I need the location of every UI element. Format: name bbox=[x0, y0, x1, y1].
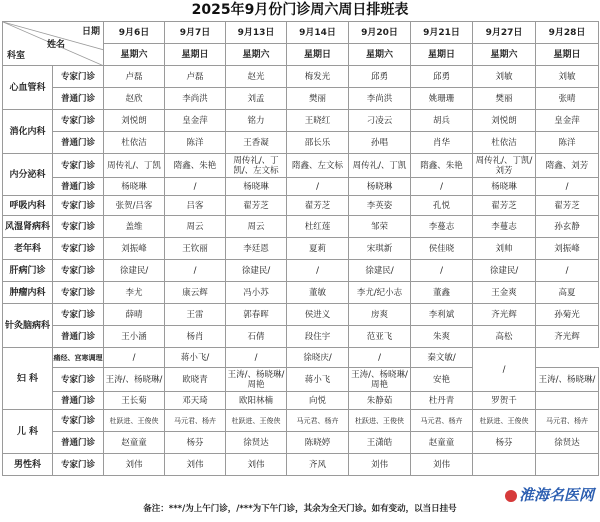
doctor-cell: 康云辉 bbox=[165, 282, 226, 304]
doctor-cell: 徐晓庆/ bbox=[287, 348, 349, 368]
doctor-cell: 张贺/吕客 bbox=[104, 196, 165, 216]
dept-cell: 消化内科 bbox=[3, 110, 53, 154]
doctor-cell: 邹荣 bbox=[349, 216, 411, 238]
doctor-cell: 李英姿 bbox=[349, 196, 411, 216]
dept-cell: 男性科 bbox=[3, 454, 53, 476]
doctor-cell: 周传礼/、丁凯 bbox=[349, 154, 411, 178]
dept-cell: 针灸脑病科 bbox=[3, 304, 53, 348]
dept-cell: 肝病门诊 bbox=[3, 260, 53, 282]
date-header: 9月14日 bbox=[287, 22, 349, 44]
doctor-cell: / bbox=[165, 260, 226, 282]
doctor-cell: 赵童童 bbox=[104, 432, 165, 454]
date-header: 9月27日 bbox=[473, 22, 536, 44]
footer-note: 备注：***/为上午门诊，/***为下午门诊，其余为全天门诊。如有变动，以当日挂号 bbox=[143, 504, 457, 514]
dept-cell: 风湿肾病科 bbox=[3, 216, 53, 238]
doctor-cell: 卢磊 bbox=[165, 66, 226, 88]
doctor-cell: 杜跃进、王俊侠 bbox=[104, 410, 165, 432]
doctor-cell: / bbox=[473, 348, 536, 392]
doctor-cell: 房爽 bbox=[349, 304, 411, 326]
doctor-cell: 齐风 bbox=[287, 454, 349, 476]
doctor-cell: 邱勇 bbox=[349, 66, 411, 88]
corner-date-label: 日期 bbox=[81, 27, 100, 37]
doctor-cell bbox=[536, 454, 599, 476]
table-row bbox=[3, 432, 599, 454]
doctor-cell: 皇金萍 bbox=[165, 110, 226, 132]
doctor-cell: 刘伟 bbox=[226, 454, 287, 476]
doctor-cell: 铭力 bbox=[226, 110, 287, 132]
corner-name-label: 姓名 bbox=[47, 40, 66, 50]
doctor-cell: 安艳 bbox=[411, 368, 473, 392]
clinic-type: 专家门诊 bbox=[53, 304, 104, 326]
clinic-type: 普通门诊 bbox=[53, 432, 104, 454]
doctor-cell: 侯佳晓 bbox=[411, 238, 473, 260]
table-row bbox=[3, 282, 599, 304]
table-row bbox=[3, 196, 599, 216]
clinic-type: 专家门诊 bbox=[53, 410, 104, 432]
doctor-cell: 王香凝 bbox=[226, 132, 287, 154]
date-header: 9月7日 bbox=[165, 22, 226, 44]
doctor-cell: 杨芬 bbox=[473, 432, 536, 454]
table-row bbox=[3, 88, 599, 110]
dept-cell: 妇 科 bbox=[3, 348, 53, 410]
doctor-cell: 樊丽 bbox=[473, 88, 536, 110]
date-header: 9月6日 bbox=[104, 22, 165, 44]
doctor-cell: 胡兵 bbox=[411, 110, 473, 132]
doctor-cell: 侯进义 bbox=[287, 304, 349, 326]
doctor-cell: 徐贤达 bbox=[536, 432, 599, 454]
table-row bbox=[3, 132, 599, 154]
doctor-cell: 杜跃进、王俊侠 bbox=[349, 410, 411, 432]
doctor-cell: 杨肖 bbox=[165, 326, 226, 348]
doctor-cell: 王钦丽 bbox=[165, 238, 226, 260]
doctor-cell: 吕客 bbox=[165, 196, 226, 216]
doctor-cell: 翟芳芝 bbox=[473, 196, 536, 216]
weekday-header: 星期六 bbox=[473, 44, 536, 66]
doctor-cell: 隋鑫、左文标 bbox=[287, 154, 349, 178]
doctor-cell: 刘伟 bbox=[165, 454, 226, 476]
doctor-cell: 陈晓婷 bbox=[287, 432, 349, 454]
table-row bbox=[3, 348, 599, 368]
doctor-cell: 王金爽 bbox=[473, 282, 536, 304]
weekday-header: 星期日 bbox=[411, 44, 473, 66]
doctor-cell: 翟芳芝 bbox=[287, 196, 349, 216]
doctor-cell: 夏莉 bbox=[287, 238, 349, 260]
doctor-cell: / bbox=[104, 348, 165, 368]
table-row bbox=[3, 154, 599, 178]
doctor-cell: 蒋小飞/ bbox=[165, 348, 226, 368]
doctor-cell: / bbox=[536, 178, 599, 196]
weekday-header: 星期六 bbox=[349, 44, 411, 66]
table-row bbox=[3, 216, 599, 238]
table-row bbox=[3, 326, 599, 348]
doctor-cell: 杜依洁 bbox=[104, 132, 165, 154]
doctor-cell: 李蔓志 bbox=[411, 216, 473, 238]
dept-cell: 儿 科 bbox=[3, 410, 53, 454]
corner-dept-label: 科室 bbox=[7, 51, 26, 61]
doctor-cell: 李尤/纪小志 bbox=[349, 282, 411, 304]
clinic-type: 普通门诊 bbox=[53, 326, 104, 348]
clinic-type: 普通门诊 bbox=[53, 88, 104, 110]
table-row bbox=[3, 238, 599, 260]
doctor-cell: 马元君、杨卉 bbox=[165, 410, 226, 432]
doctor-cell: 段住宇 bbox=[287, 326, 349, 348]
doctor-cell: 王涛/、杨晓琳/ bbox=[104, 368, 165, 392]
doctor-cell: 隋鑫、朱艳 bbox=[165, 154, 226, 178]
clinic-type: 普通门诊 bbox=[53, 178, 104, 196]
doctor-cell: / bbox=[287, 260, 349, 282]
doctor-cell: 齐光辉 bbox=[536, 326, 599, 348]
doctor-cell: 杨晓琳 bbox=[226, 178, 287, 196]
table-row bbox=[3, 260, 599, 282]
doctor-cell: 王涛/、杨晓琳/周艳 bbox=[226, 368, 287, 392]
table-row bbox=[3, 66, 599, 88]
doctor-cell: 杨晓琳 bbox=[473, 178, 536, 196]
logo-mark-icon bbox=[505, 490, 517, 502]
doctor-cell: 欧阳林楠 bbox=[226, 392, 287, 410]
doctor-cell: 陈洋 bbox=[536, 132, 599, 154]
schedule-table bbox=[2, 21, 599, 476]
weekday-header: 星期六 bbox=[104, 44, 165, 66]
doctor-cell: 王雷 bbox=[165, 304, 226, 326]
doctor-cell: 朱爽 bbox=[411, 326, 473, 348]
doctor-cell: 李廷恩 bbox=[226, 238, 287, 260]
dept-cell: 心血管科 bbox=[3, 66, 53, 110]
table-row bbox=[3, 410, 599, 432]
doctor-cell: 董鑫 bbox=[411, 282, 473, 304]
date-header: 9月13日 bbox=[226, 22, 287, 44]
doctor-cell: 范亚飞 bbox=[349, 326, 411, 348]
doctor-cell: 刘伟 bbox=[411, 454, 473, 476]
doctor-cell: 高松 bbox=[473, 326, 536, 348]
doctor-cell: 姚珊珊 bbox=[411, 88, 473, 110]
table-row bbox=[3, 304, 599, 326]
doctor-cell: 杨芬 bbox=[165, 432, 226, 454]
doctor-cell: 徐建民/ bbox=[473, 260, 536, 282]
doctor-cell: 隋鑫、刘芳 bbox=[536, 154, 599, 178]
doctor-cell: 赵欣 bbox=[104, 88, 165, 110]
doctor-cell: 齐光辉 bbox=[473, 304, 536, 326]
doctor-cell: 梅发光 bbox=[287, 66, 349, 88]
weekday-header: 星期日 bbox=[165, 44, 226, 66]
doctor-cell: 刘伟 bbox=[349, 454, 411, 476]
clinic-type: 专家门诊 bbox=[53, 110, 104, 132]
doctor-cell: / bbox=[226, 348, 287, 368]
doctor-cell: 罗贺千 bbox=[473, 392, 536, 410]
doctor-cell: 邱勇 bbox=[411, 66, 473, 88]
doctor-cell: 王潇皓 bbox=[349, 432, 411, 454]
table-row bbox=[3, 110, 599, 132]
doctor-cell: 王涛/、杨晓琳/ bbox=[536, 368, 599, 392]
doctor-cell: 刘振峰 bbox=[536, 238, 599, 260]
doctor-cell: 周云 bbox=[165, 216, 226, 238]
table-row bbox=[3, 178, 599, 196]
header-corner bbox=[3, 22, 104, 66]
doctor-cell: 周传礼/、丁凯 bbox=[104, 154, 165, 178]
doctor-cell: 李尚洪 bbox=[165, 88, 226, 110]
clinic-type: 专家门诊 bbox=[53, 196, 104, 216]
doctor-cell: 孙唱 bbox=[349, 132, 411, 154]
doctor-cell bbox=[536, 392, 599, 410]
logo-text: 淮海名医网 bbox=[518, 486, 594, 504]
doctor-cell: 郭春晖 bbox=[226, 304, 287, 326]
doctor-cell: 马元君、杨卉 bbox=[287, 410, 349, 432]
doctor-cell: 邓天琦 bbox=[165, 392, 226, 410]
doctor-cell: 欧晓青 bbox=[165, 368, 226, 392]
doctor-cell: 杨晓琳 bbox=[104, 178, 165, 196]
clinic-type: 专家门诊 bbox=[53, 66, 104, 88]
doctor-cell: 皇金萍 bbox=[536, 110, 599, 132]
weekday-header: 星期日 bbox=[536, 44, 599, 66]
doctor-cell: 刁凌云 bbox=[349, 110, 411, 132]
doctor-cell: 李尚洪 bbox=[349, 88, 411, 110]
doctor-cell: 宋琪新 bbox=[349, 238, 411, 260]
doctor-cell: 王涛/、杨晓琳/周艳 bbox=[349, 368, 411, 392]
doctor-cell: 高夏 bbox=[536, 282, 599, 304]
doctor-cell: 蒋小飞 bbox=[287, 368, 349, 392]
doctor-cell: 刘敏 bbox=[473, 66, 536, 88]
doctor-cell: 孙菊光 bbox=[536, 304, 599, 326]
doctor-cell: 刘伟 bbox=[104, 454, 165, 476]
date-header: 9月28日 bbox=[536, 22, 599, 44]
doctor-cell: 马元君、杨卉 bbox=[536, 410, 599, 432]
doctor-cell: 李利斌 bbox=[411, 304, 473, 326]
doctor-cell: 向悦 bbox=[287, 392, 349, 410]
doctor-cell: 杜依洁 bbox=[473, 132, 536, 154]
dept-cell: 呼吸内科 bbox=[3, 196, 53, 216]
doctor-cell: 李尤 bbox=[104, 282, 165, 304]
doctor-cell: 王晓红 bbox=[287, 110, 349, 132]
doctor-cell: 卢磊 bbox=[104, 66, 165, 88]
schedule-title: 2025年9月份门诊周六周日排班表 bbox=[191, 2, 409, 18]
doctor-cell: 杜跃进、王俊侠 bbox=[226, 410, 287, 432]
doctor-cell bbox=[473, 454, 536, 476]
clinic-type: 专家门诊 bbox=[53, 282, 104, 304]
doctor-cell: 杜丹青 bbox=[411, 392, 473, 410]
doctor-cell: / bbox=[165, 178, 226, 196]
doctor-cell: 杨晓琳 bbox=[349, 178, 411, 196]
clinic-type: 专家门诊 bbox=[53, 238, 104, 260]
doctor-cell: 樊丽 bbox=[287, 88, 349, 110]
doctor-cell: 董敏 bbox=[287, 282, 349, 304]
doctor-cell: 刘敏 bbox=[536, 66, 599, 88]
clinic-type: 专家门诊 bbox=[53, 368, 104, 392]
doctor-cell: 王小涵 bbox=[104, 326, 165, 348]
doctor-cell: 王长菊 bbox=[104, 392, 165, 410]
doctor-cell: 赵童童 bbox=[411, 432, 473, 454]
doctor-cell: 冯小苏 bbox=[226, 282, 287, 304]
clinic-type: 专家门诊 bbox=[53, 454, 104, 476]
doctor-cell: 周传礼/、丁凯/刘芳 bbox=[473, 154, 536, 178]
date-header: 9月20日 bbox=[349, 22, 411, 44]
clinic-type: 痛经、宫寒调理 bbox=[53, 348, 104, 368]
table-row bbox=[3, 454, 599, 476]
clinic-type: 专家门诊 bbox=[53, 154, 104, 178]
doctor-cell: 刘悦朗 bbox=[104, 110, 165, 132]
doctor-cell: 周云 bbox=[226, 216, 287, 238]
doctor-cell: 李蔓志 bbox=[473, 216, 536, 238]
doctor-cell: 马元君、杨卉 bbox=[411, 410, 473, 432]
doctor-cell: 张晴 bbox=[536, 88, 599, 110]
date-header: 9月21日 bbox=[411, 22, 473, 44]
dept-cell: 肿瘤内科 bbox=[3, 282, 53, 304]
clinic-type: 普通门诊 bbox=[53, 132, 104, 154]
doctor-cell: 盖维 bbox=[104, 216, 165, 238]
doctor-cell: 刘帅 bbox=[473, 238, 536, 260]
doctor-cell: 刘孟 bbox=[226, 88, 287, 110]
doctor-cell: 徐贤达 bbox=[226, 432, 287, 454]
doctor-cell: 周传礼/、丁凯/、左文标 bbox=[226, 154, 287, 178]
doctor-cell: 薛晴 bbox=[104, 304, 165, 326]
clinic-type: 普通门诊 bbox=[53, 392, 104, 410]
doctor-cell: 徐建民/ bbox=[349, 260, 411, 282]
doctor-cell: 孙玄静 bbox=[536, 216, 599, 238]
doctor-cell: 赵光 bbox=[226, 66, 287, 88]
doctor-cell: / bbox=[536, 260, 599, 282]
doctor-cell: 隋鑫、朱艳 bbox=[411, 154, 473, 178]
doctor-cell: 肖华 bbox=[411, 132, 473, 154]
doctor-cell: 徐建民/ bbox=[226, 260, 287, 282]
site-logo bbox=[503, 484, 594, 505]
dept-cell: 内分泌科 bbox=[3, 154, 53, 196]
doctor-cell: 刘振峰 bbox=[104, 238, 165, 260]
doctor-cell: 朱静茹 bbox=[349, 392, 411, 410]
doctor-cell: 翟芳芝 bbox=[536, 196, 599, 216]
doctor-cell: / bbox=[411, 178, 473, 196]
weekday-header: 星期日 bbox=[287, 44, 349, 66]
doctor-cell: / bbox=[287, 178, 349, 196]
weekday-header: 星期六 bbox=[226, 44, 287, 66]
doctor-cell: 邵长乐 bbox=[287, 132, 349, 154]
doctor-cell: 翟芳芝 bbox=[226, 196, 287, 216]
table-row bbox=[3, 392, 599, 410]
doctor-cell: 徐建民/ bbox=[104, 260, 165, 282]
doctor-cell: 杜跃进、王俊侠 bbox=[473, 410, 536, 432]
doctor-cell: 石倩 bbox=[226, 326, 287, 348]
doctor-cell: 孔悦 bbox=[411, 196, 473, 216]
clinic-type: 专家门诊 bbox=[53, 260, 104, 282]
clinic-type: 专家门诊 bbox=[53, 216, 104, 238]
doctor-cell: / bbox=[411, 260, 473, 282]
dept-cell: 老年科 bbox=[3, 238, 53, 260]
doctor-cell: 陈洋 bbox=[165, 132, 226, 154]
doctor-cell: 杜红莲 bbox=[287, 216, 349, 238]
doctor-cell: 刘悦朗 bbox=[473, 110, 536, 132]
doctor-cell: / bbox=[349, 348, 411, 368]
doctor-cell: 秦文敏/ bbox=[411, 348, 473, 368]
